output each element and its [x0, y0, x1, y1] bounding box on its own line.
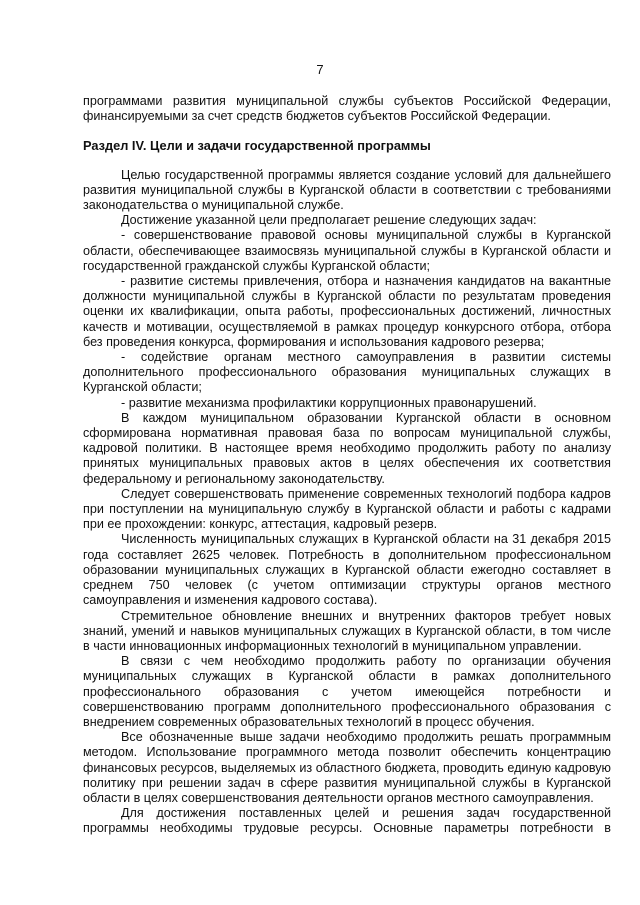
paragraph-legal-base: В каждом муниципальном образовании Курганской области в основном сформирована нормативная правовая база по вопросам муниципальной службы, кадровой политики. В настоящее время необходимо продолжить работу по анализу принятых муниципальных правовых актов в целях обеспечения их соответствия федеральному и региональному законодательству.	[83, 410, 611, 486]
paragraph-program-method: Все обозначенные выше задачи необходимо продолжить решать программным методом. Использование программного метода позволит обеспечить концентрацию финансовых ресурсов, выделяемых из областного бюджета, проводить единую кадровую политику при решении задач в сфере развития муниципальной службы в Курганской области в целях совершенствования деятельности органов местного самоуправления.	[83, 730, 611, 805]
document-body	[83, 94, 611, 837]
task-item-1: - совершенствование правовой основы муниципальной службы в Курганской области, обеспечивающее взаимосвязь муниципальной службы в Курганской области и государственной гражданской службы Курганской области;	[83, 228, 611, 273]
paragraph-factors: Стремительное обновление внешних и внутренних факторов требует новых знаний, умений и навыков муниципальных служащих в Курганской области, в том числе в части инновационных информационных технологий в муниципальном управлении.	[83, 608, 611, 653]
section-heading: Раздел IV. Цели и задачи государственной программы	[83, 138, 431, 154]
task-item-4: - развитие механизма профилактики коррупционных правонарушений.	[121, 395, 537, 410]
paragraph-goal: Целью государственной программы является создание условий для дальнейшего развития муниципальной службы в Курганской области в соответствии с требованиями законодательства о муниципальной службе.	[83, 167, 611, 213]
task-item-2: - развитие системы привлечения, отбора и назначения кандидатов на вакантные должности муниципальной службы в Курганской области по результатам проведения оценки их квалификации, опыта работы, профессиональных достижений, личностных качеств и мотивации, осуществляемой в рамках процедур конкурсного отбора, отбора без проведения конкурса, формирования и использования кадрового резерва;	[83, 274, 611, 349]
paragraph-hr-technologies: Следует совершенствовать применение современных технологий подбора кадров при поступлении на муниципальную службу в Курганской области и работы с кадрами при ее прохождении: конкурс, аттестация, кадровый резерв.	[83, 486, 611, 532]
paragraph-training: В связи с чем необходимо продолжить работу по организации обучения муниципальных служащих в Курганской области в рамках дополнительного профессионального образования с учетом имеющейся потребности и совершенствованию программ дополнительного профессионального образования с внедрением современных образовательных технологий в процесс обучения.	[83, 654, 611, 729]
paragraph-tasks-intro: Достижение указанной цели предполагает решение следующих задач:	[121, 213, 537, 228]
paragraph-continuation: программами развития муниципальной службы субъектов Российской Федерации, финансируемыми за счет средств бюджетов субъектов Российской Федерации.	[83, 94, 611, 124]
paragraph-staff-numbers: Численность муниципальных служащих в Курганской области на 31 декабря 2015 года составляет 2625 человек. Потребность в дополнительном профессиональном образовании муниципальных служащих в Курганской области ежегодно составляет в среднем 750 человек (с учетом оптимизации структуры органов местного самоуправления и изменения кадрового состава).	[83, 532, 611, 608]
page-number: 7	[316, 62, 324, 77]
paragraph-resources: Для достижения поставленных целей и решения задач государственной программы необходимы трудовые ресурсы. Основные параметры потребности в	[83, 806, 611, 836]
task-item-3: - содействие органам местного самоуправления в развитии системы дополнительного профессионального образования муниципальных служащих в Курганской области;	[83, 350, 611, 395]
